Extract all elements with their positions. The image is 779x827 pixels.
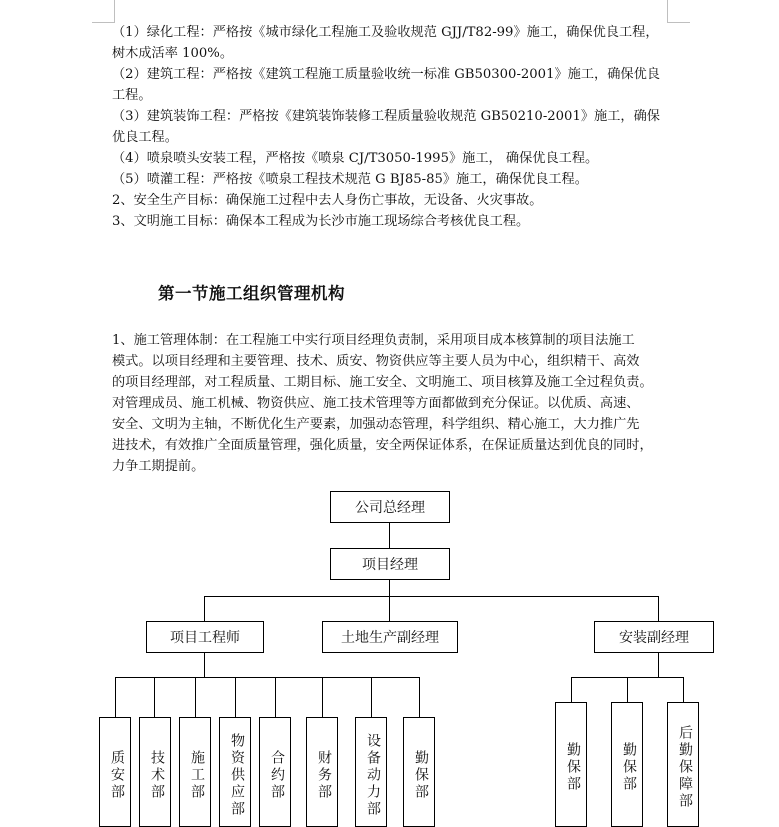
connector-line bbox=[389, 580, 390, 597]
section-heading: 第一节施工组织管理机构 bbox=[158, 284, 345, 303]
connector-line bbox=[204, 652, 205, 677]
dept-materials-supply: 物资供应部 bbox=[219, 717, 251, 827]
dept-logistics-support: 后勤保障部 bbox=[667, 702, 699, 827]
dept-finance: 财务部 bbox=[306, 717, 338, 827]
org-node-project-manager: 项目经理 bbox=[330, 548, 450, 580]
goal-item-4: （4）喷泉喷头安装工程，严格按《喷泉 CJ/T3050-1995》施工， 确保优良工程。 bbox=[112, 151, 599, 166]
connector-line bbox=[204, 596, 205, 621]
connector-line bbox=[115, 677, 116, 717]
connector-line bbox=[275, 677, 276, 717]
connector-line bbox=[571, 677, 572, 702]
goal-item-3-line2: 优良工程。 bbox=[112, 130, 178, 145]
goal-item-5: （5）喷灌工程：严格按《喷泉工程技术规范 G BJ85-85》施工，确保优良工程。 bbox=[112, 172, 588, 187]
goal-item-2-line2: 工程。 bbox=[112, 88, 152, 103]
connector-line bbox=[154, 677, 155, 717]
connector-line bbox=[658, 596, 659, 621]
org-node-project-engineer: 项目工程师 bbox=[146, 621, 264, 653]
body-line: 对管理成员、施工机械、物资供应、施工技术管理等方面都做到充分保证。以优质、高速、 bbox=[112, 396, 640, 411]
goal-item-2-line1: （2）建筑工程：严格按《建筑工程施工质量验收统一标准 GB50300-2001》施工，确保优良 bbox=[112, 67, 660, 82]
body-line: 力争工期提前。 bbox=[112, 459, 205, 474]
org-node-installation-deputy: 安装副经理 bbox=[594, 621, 714, 653]
connector-line bbox=[204, 596, 659, 597]
body-line: 模式。以项目经理和主要管理、技术、质安、物资供应等主要人员为中心，组织精干、高效 bbox=[112, 354, 640, 369]
connector-line bbox=[115, 677, 420, 678]
body-line: 的项目经理部，对工程质量、工期目标、施工安全、文明施工、项目核算及施工全过程负责。 bbox=[112, 375, 653, 390]
dept-logistics: 勤保部 bbox=[403, 717, 435, 827]
dept-quality-safety: 质安部 bbox=[99, 717, 131, 827]
dept-equipment-power: 设备动力部 bbox=[355, 717, 387, 827]
connector-line bbox=[235, 677, 236, 717]
org-node-general-manager: 公司总经理 bbox=[330, 491, 450, 523]
goal-item-1-line1: （1）绿化工程：严格按《城市绿化工程施工及验收规范 GJJ/T82-99》施工，确保优良工程， bbox=[112, 25, 659, 40]
goal-item-3-line1: （3）建筑装饰工程：严格按《建筑装饰装修工程质量验收规范 GB50210-2001》施工，确保 bbox=[112, 109, 660, 124]
dept-contracts: 合约部 bbox=[259, 717, 291, 827]
connector-line bbox=[627, 677, 628, 702]
dept-logistics-right-1: 勤保部 bbox=[555, 702, 587, 827]
civilized-construction-goal: 3、文明施工目标：确保本工程成为长沙市施工现场综合考核优良工程。 bbox=[112, 214, 530, 229]
goal-item-1-line2: 树木成活率 100%。 bbox=[112, 46, 234, 61]
dept-logistics-right-2: 勤保部 bbox=[611, 702, 643, 827]
dept-construction: 施工部 bbox=[179, 717, 211, 827]
connector-line bbox=[658, 652, 659, 677]
body-line: 安全、文明为主轴，不断优化生产要素，加强动态管理，科学组织、精心施工，大力推广先 bbox=[112, 417, 640, 432]
body-line: 1、施工管理体制：在工程施工中实行项目经理负责制，采用项目成本核算制的项目法施工 bbox=[112, 333, 635, 348]
connector-line bbox=[389, 596, 390, 621]
body-line: 进技术，有效推广全面质量管理，强化质量，安全两保证体系，在保证质量达到优良的同时， bbox=[112, 438, 653, 453]
connector-line bbox=[371, 677, 372, 717]
org-node-land-production-deputy: 土地生产副经理 bbox=[322, 621, 458, 653]
connector-line bbox=[683, 677, 684, 702]
dept-technology: 技术部 bbox=[139, 717, 171, 827]
connector-line bbox=[195, 677, 196, 717]
connector-line bbox=[419, 677, 420, 717]
connector-line bbox=[322, 677, 323, 717]
connector-line bbox=[389, 523, 390, 550]
safety-goal: 2、安全生产目标：确保施工过程中去人身伤亡事故，无设备、火灾事故。 bbox=[112, 193, 543, 208]
